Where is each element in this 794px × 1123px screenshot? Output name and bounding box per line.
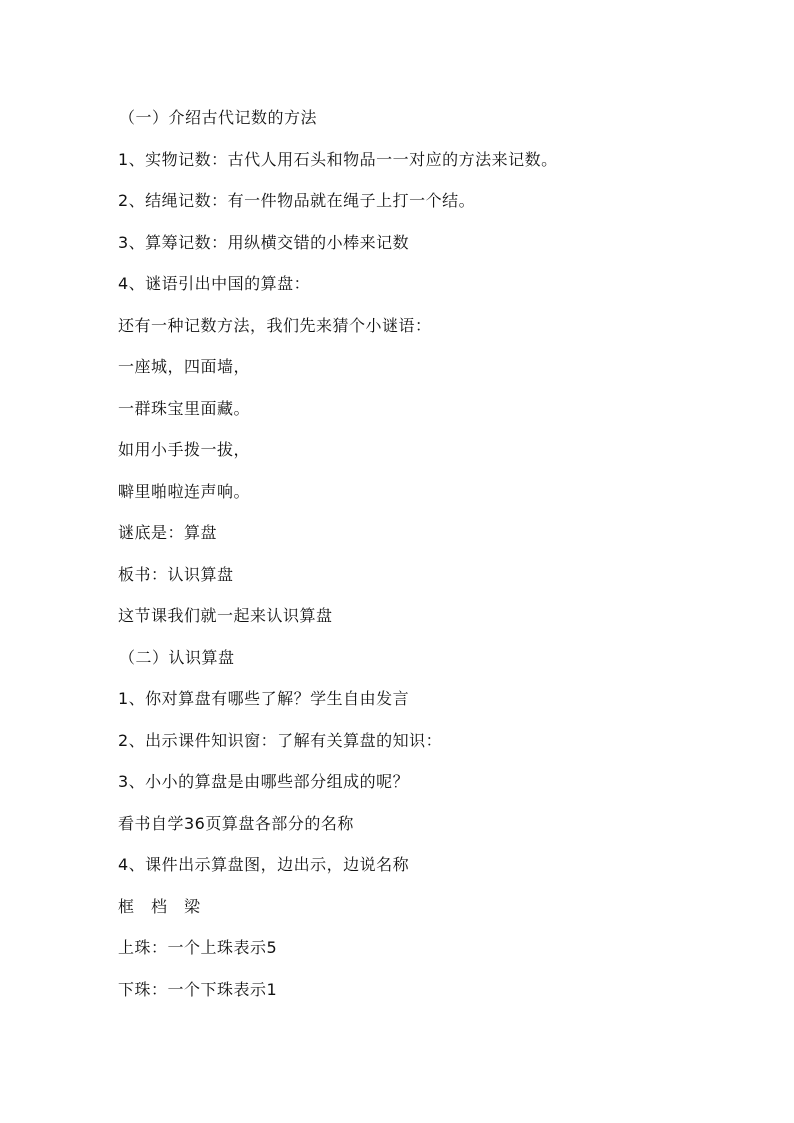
document-body <box>118 104 738 1017</box>
upper-bead-line: 上珠：一个上珠表示5 <box>118 938 278 957</box>
board-note: 板书：认识算盘 <box>118 564 234 584</box>
text-line-15: 2、出示课件知识窗：了解有关算盘的知识： <box>118 730 443 750</box>
text-line-3: 3、算筹记数：用纵横交错的小棒来记数 <box>118 232 410 252</box>
text-line-18: 4、课件出示算盘图，边出示，边说名称 <box>118 855 410 874</box>
text-line-16: 3、小小的算盘是由哪些部分组成的呢？ <box>118 772 410 791</box>
lower-bead-line: 下珠：一个下珠表示1 <box>118 979 278 999</box>
text-line-2: 2、结绳记数：有一件物品就在绳子上打一个结。 <box>118 191 476 210</box>
text-line-17: 看书自学36页算盘各部分的名称 <box>118 813 354 833</box>
text-line-14: 1、你对算盘有哪些了解？学生自由发言 <box>118 689 410 708</box>
riddle-line-4: 噼里啪啦连声响。 <box>118 481 251 501</box>
section-heading-1: （一）介绍古代记数的方法 <box>119 108 318 127</box>
text-line-1: 1、实物记数：古代人用石头和物品一一对应的方法来记数。 <box>118 149 558 169</box>
text-line-4: 4、谜语引出中国的算盘： <box>118 274 311 293</box>
text-line-12: 这节课我们就一起来认识算盘 <box>118 606 333 625</box>
riddle-line-1: 一座城，四面墙， <box>118 357 251 376</box>
text-line-5: 还有一种记数方法，我们先来猜个小谜语： <box>118 315 432 335</box>
riddle-line-2: 一群珠宝里面藏。 <box>118 398 251 418</box>
riddle-line-3: 如用小手拨一拔， <box>118 440 251 459</box>
abacus-parts-line: 框 档 梁 <box>118 896 201 916</box>
section-heading-2: （二）认识算盘 <box>119 647 235 667</box>
riddle-answer: 谜底是：算盘 <box>118 523 218 542</box>
